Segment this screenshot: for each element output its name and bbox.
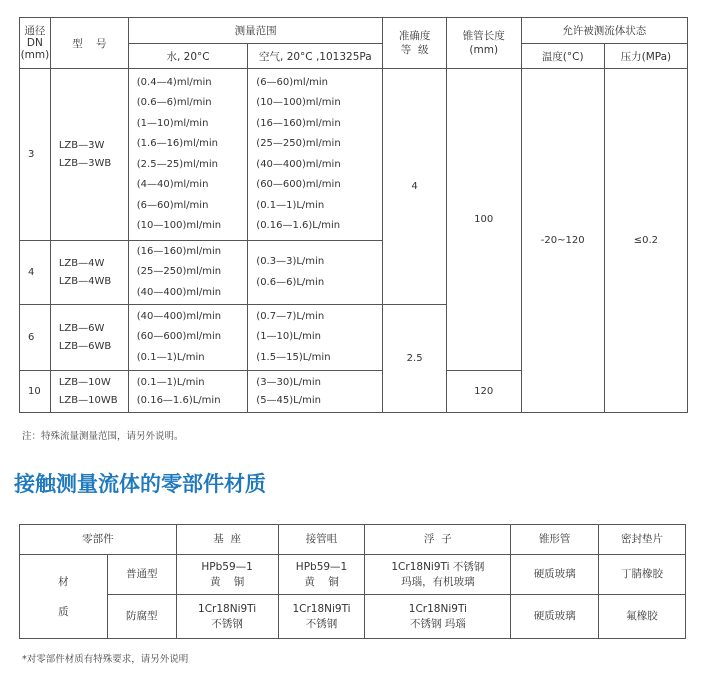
base-material-line: HPb59—1 — [201, 560, 253, 573]
air-range-cell — [248, 241, 383, 305]
header-dn — [20, 18, 51, 69]
float-material-line: 1Cr18Ni9Ti — [408, 602, 467, 615]
header-model: 型 号 — [50, 18, 128, 69]
header-dn-line-1: 通径 — [24, 25, 46, 37]
temperature-range: -20~120 — [521, 69, 604, 413]
model-name: LZB—6W — [58, 322, 105, 334]
type-anticorrosion: 防腐型 — [107, 595, 176, 639]
nozzle-material-line: 不锈钢 — [305, 617, 338, 630]
material-label-char: 质 — [58, 605, 69, 618]
type-standard: 普通型 — [107, 555, 176, 595]
nozzle-material — [278, 555, 365, 595]
air-range: (40—400)ml/min — [256, 158, 341, 170]
model-cell — [50, 241, 128, 305]
water-range-cell — [128, 305, 248, 371]
material-label-char: 材 — [58, 575, 69, 588]
model-name: LZB—3WB — [58, 157, 112, 169]
base-material-line: 不锈钢 — [211, 617, 243, 630]
water-range-cell — [128, 371, 248, 413]
cone-length: 100 — [446, 69, 521, 371]
material-note: *对零部件材质有特殊要求，请另外说明 — [22, 654, 189, 665]
header-air: 空气, 20°C ,101325Pa — [248, 44, 383, 69]
flow-range-note: 注：特殊流量测量范围，请另外说明。 — [22, 431, 184, 442]
accuracy-class: 2.5 — [383, 305, 446, 413]
base-material-line: 黄 铜 — [209, 575, 245, 588]
air-range: (60—600)ml/min — [256, 179, 341, 190]
air-range: (0.3—3)L/min — [256, 256, 325, 267]
header-accuracy — [383, 18, 446, 69]
air-range: (0.7—7)L/min — [256, 310, 325, 322]
water-range: (4—40)ml/min — [136, 179, 209, 190]
float-material — [365, 595, 511, 639]
air-range: (1.5—15)L/min — [256, 351, 331, 363]
air-range: (25—250)ml/min — [256, 138, 341, 149]
water-range: (6—60)ml/min — [136, 199, 209, 211]
air-range: (0.16—1.6)L/min — [256, 220, 341, 231]
cone-tube-material: 硬质玻璃 — [511, 555, 599, 595]
air-range: (0.1—1)L/min — [256, 199, 325, 211]
model-name: LZB—10W — [58, 376, 111, 388]
flow-range-spec-table — [19, 17, 688, 413]
base-material — [176, 555, 278, 595]
water-range: (25—250)ml/min — [136, 266, 222, 278]
header-dn-line-2: DN — [26, 37, 43, 49]
water-range: (0.1—1)L/min — [136, 351, 205, 363]
water-range-cell — [128, 241, 248, 305]
nozzle-material-line: 黄 铜 — [304, 575, 339, 588]
air-range: (1—10)L/min — [256, 331, 321, 343]
water-range: (40—400)ml/min — [136, 286, 222, 298]
header-water: 水, 20°C — [128, 44, 248, 69]
header-range: 测量范围 — [128, 18, 383, 44]
float-material-line: 不锈钢 玛瑙 — [409, 617, 466, 630]
gasket-material: 氟橡胶 — [599, 595, 686, 639]
water-range: (0.1—1)L/min — [136, 376, 205, 388]
air-range-cell — [248, 69, 383, 241]
model-cell — [50, 69, 128, 241]
pressure-limit: ≤0.2 — [604, 69, 687, 413]
model-name: LZB—4W — [58, 257, 105, 269]
air-range: (6—60)ml/min — [256, 76, 328, 88]
air-range-cell — [248, 371, 383, 413]
model-cell — [50, 371, 128, 413]
water-range: (40—400)ml/min — [136, 310, 222, 322]
dn-cell: 4 — [20, 241, 51, 305]
cone-tube-material: 硬质玻璃 — [511, 595, 599, 639]
water-range: (0.4—4)ml/min — [136, 76, 212, 88]
cone-length: 120 — [446, 371, 521, 413]
base-material — [176, 595, 278, 639]
model-name: LZB—6WB — [58, 340, 112, 352]
base-material-line: 1Cr18Ni9Ti — [198, 602, 257, 615]
water-range: (2.5—25)ml/min — [136, 158, 218, 170]
header-nozzle: 接管咀 — [278, 525, 365, 555]
header-float: 浮 子 — [365, 525, 511, 555]
header-pressure: 压力(MPa) — [604, 44, 687, 69]
water-range: (1.6—16)ml/min — [136, 138, 218, 149]
header-base: 基 座 — [176, 525, 278, 555]
model-name: LZB—3W — [58, 139, 105, 151]
air-range: (16—160)ml/min — [256, 117, 341, 129]
gasket-material: 丁腈橡胶 — [599, 555, 686, 595]
material-label — [20, 555, 108, 639]
dn-cell: 3 — [20, 69, 51, 241]
water-range-cell — [128, 69, 248, 241]
nozzle-material-line: 1Cr18Ni9Ti — [292, 602, 351, 615]
header-cone-line-1: 锥管长度 — [462, 30, 505, 42]
water-range: (1—10)ml/min — [136, 117, 209, 129]
water-range: (60—600)ml/min — [136, 331, 222, 343]
nozzle-material-line: HPb59—1 — [295, 560, 348, 573]
air-range: (5—45)L/min — [256, 394, 321, 406]
header-accuracy-line-2: 等 级 — [400, 44, 429, 56]
header-accuracy-line-1: 准确度 — [398, 30, 431, 42]
header-dn-line-3: (mm) — [20, 49, 50, 61]
model-name: LZB—10WB — [58, 394, 118, 406]
model-name: LZB—4WB — [58, 275, 112, 287]
water-range: (16—160)ml/min — [136, 245, 222, 257]
float-material — [365, 555, 511, 595]
model-cell — [50, 305, 128, 371]
dn-cell: 6 — [20, 305, 51, 371]
header-temperature: 温度(°C) — [521, 44, 604, 69]
water-range: (0.16—1.6)L/min — [136, 394, 221, 406]
header-cone-length — [446, 18, 521, 69]
float-material-line: 1Cr18Ni9Ti 不锈钢 — [391, 560, 485, 573]
header-allowed-state: 允许被测流体状态 — [521, 18, 687, 44]
header-cone-line-2: (mm) — [469, 44, 499, 56]
header-part: 零部件 — [20, 525, 177, 555]
materials-table — [19, 524, 686, 639]
air-range-cell — [248, 305, 383, 371]
header-gasket: 密封垫片 — [599, 525, 686, 555]
dn-cell: 10 — [20, 371, 51, 413]
air-range: (10—100)ml/min — [256, 97, 341, 108]
air-range: (3—30)L/min — [256, 376, 321, 388]
section-title: 接触测量流体的零部件材质 — [14, 472, 266, 496]
water-range: (0.6—6)ml/min — [136, 97, 212, 108]
accuracy-class: 4 — [383, 69, 446, 305]
water-range: (10—100)ml/min — [136, 220, 222, 231]
header-cone-tube: 锥形管 — [511, 525, 599, 555]
nozzle-material — [278, 595, 365, 639]
air-range: (0.6—6)L/min — [256, 276, 325, 288]
float-material-line: 玛瑙，有机玻璃 — [401, 575, 475, 588]
